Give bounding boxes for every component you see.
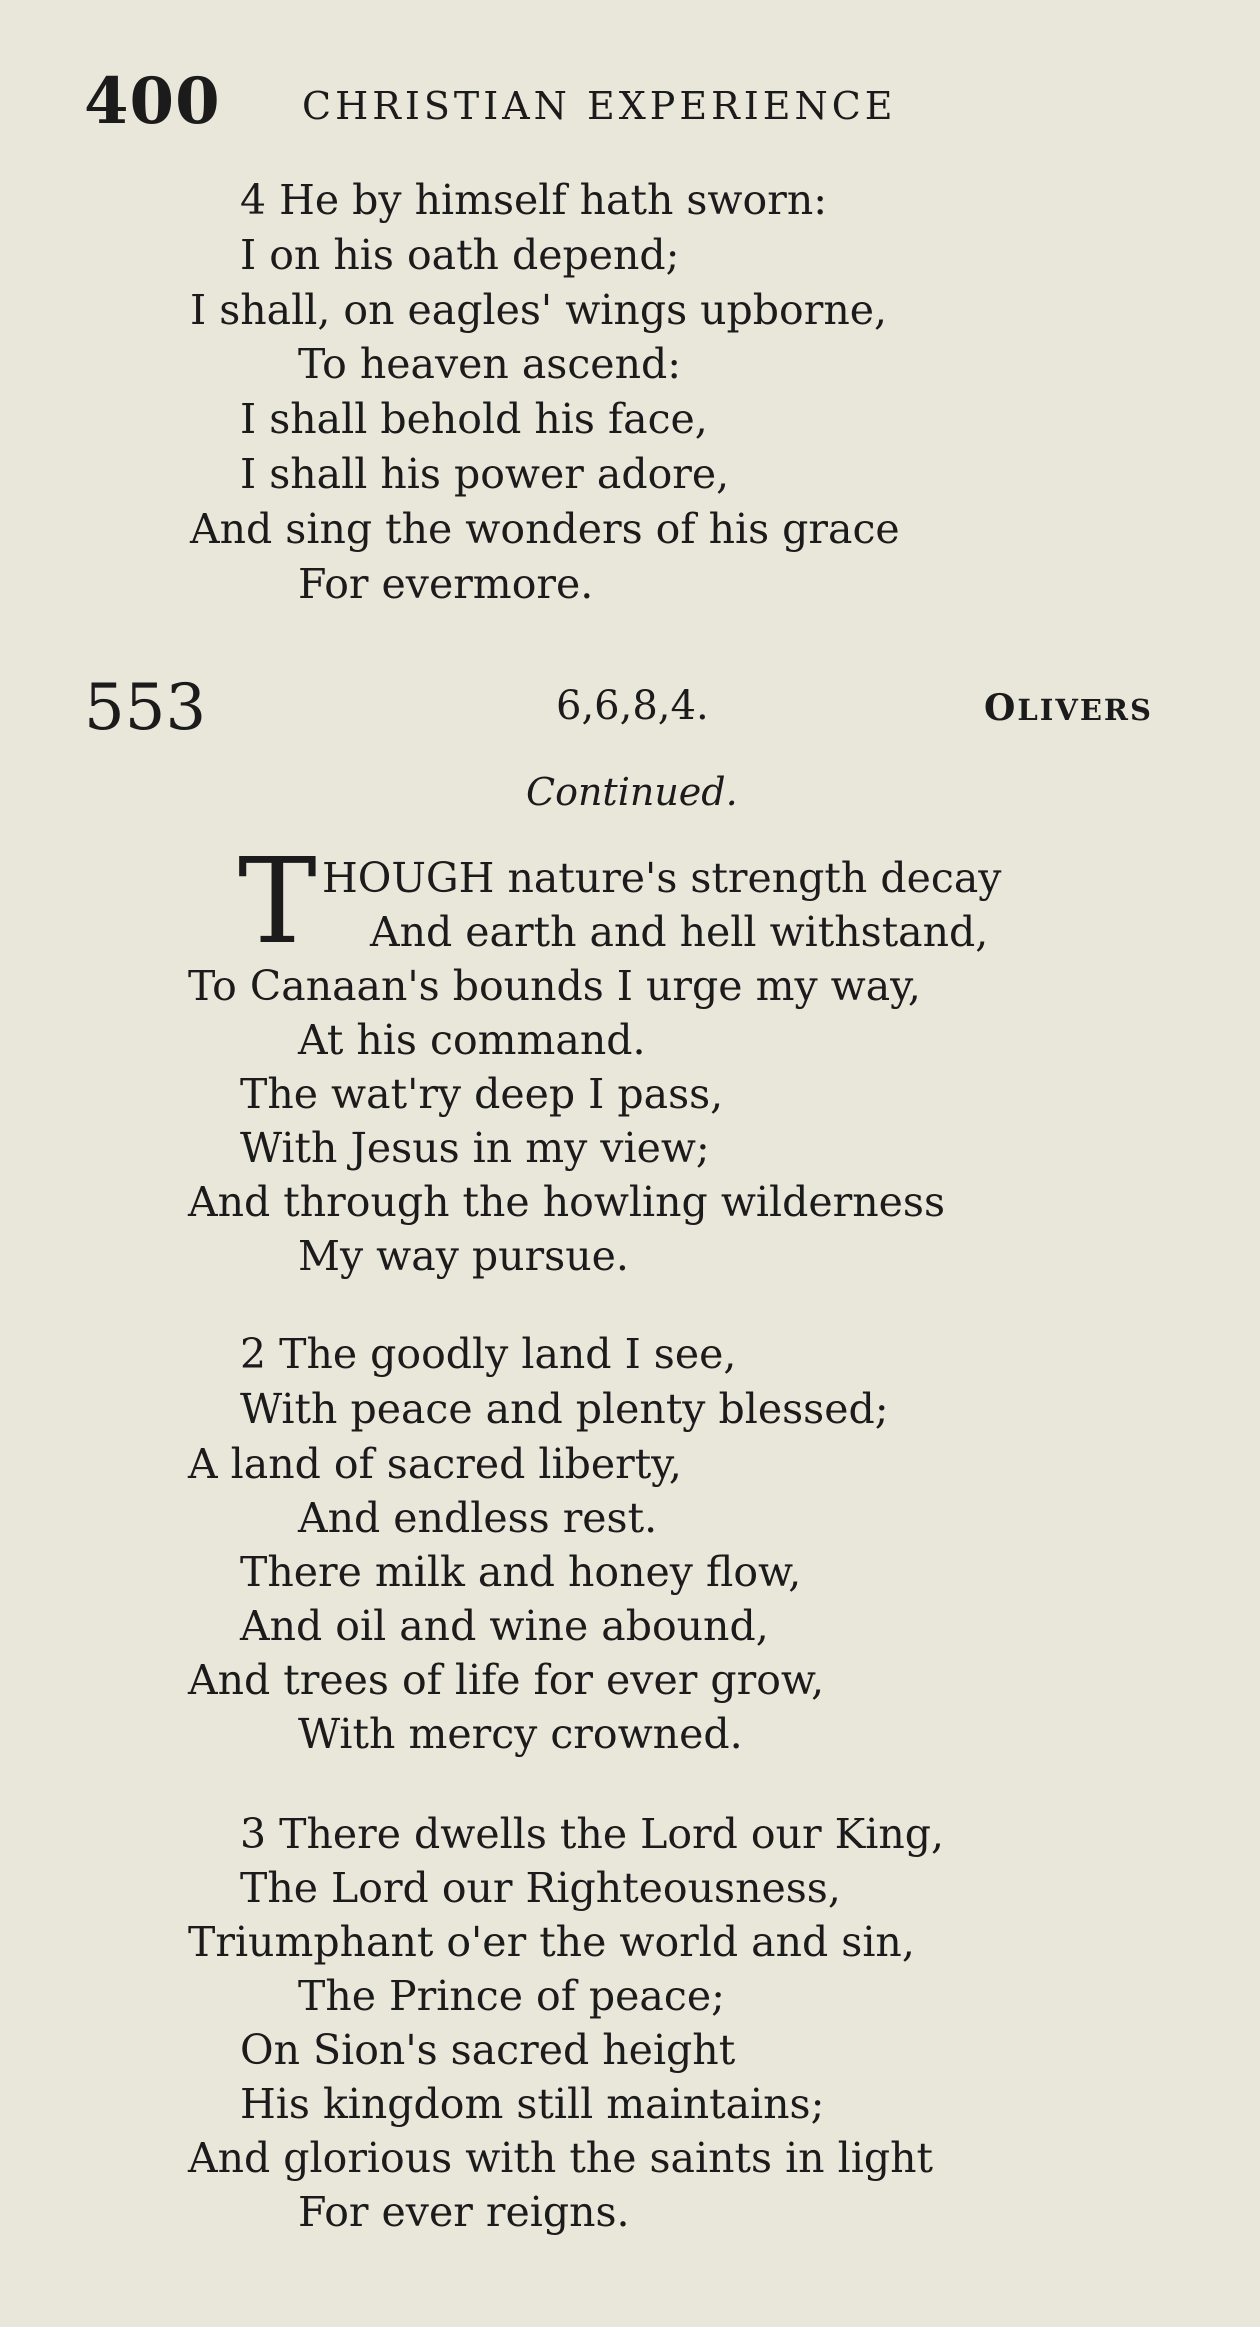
- verse-line: And sing the wonders of his grace: [190, 505, 900, 553]
- verse-line: With mercy crowned.: [298, 1710, 743, 1758]
- verse-line: And trees of life for ever grow,: [188, 1656, 825, 1704]
- verse-line: To heaven ascend:: [298, 340, 682, 388]
- verse-line: And earth and hell withstand,: [370, 908, 989, 956]
- verse-line: I on his oath depend;: [240, 231, 680, 279]
- author-rest: LIVERS: [1017, 693, 1153, 727]
- verse-line: 2 The goodly land I see,: [240, 1330, 737, 1378]
- verse-line: And through the howling wilderness: [188, 1178, 945, 1226]
- verse-line: At his command.: [298, 1016, 646, 1064]
- hymn-number: 553: [84, 671, 207, 745]
- verse-line: The wat'ry deep I pass,: [240, 1070, 724, 1118]
- page-number: 400: [84, 64, 221, 139]
- running-head: CHRISTIAN EXPERIENCE: [302, 84, 897, 128]
- verse-line: And glorious with the saints in light: [188, 2134, 933, 2182]
- verse-line: For evermore.: [298, 560, 594, 608]
- hymn-meter: 6,6,8,4.: [556, 683, 709, 729]
- verse-line: On Sion's sacred height: [240, 2026, 736, 2074]
- verse-line: With Jesus in my view;: [240, 1124, 710, 1172]
- hymn-subtitle: Continued.: [526, 770, 738, 814]
- verse-line: Triumphant o'er the world and sin,: [188, 1918, 915, 1966]
- verse-line: 4 He by himself hath sworn:: [240, 176, 828, 224]
- verse-line: There milk and honey flow,: [240, 1548, 802, 1596]
- verse-line: His kingdom still maintains;: [240, 2080, 825, 2128]
- hymn-author: [984, 678, 1153, 740]
- verse-line: A land of sacred liberty,: [188, 1440, 682, 1488]
- verse-line: The Lord our Righteousness,: [240, 1864, 841, 1912]
- verse-line: HOUGH nature's strength decay: [322, 854, 1002, 902]
- verse-line: I shall his power adore,: [240, 450, 730, 498]
- verse-line: With peace and plenty blessed;: [240, 1385, 889, 1433]
- verse-line: I shall, on eagles' wings upborne,: [190, 286, 888, 334]
- verse-line: For ever reigns.: [298, 2188, 630, 2236]
- verse-line: My way pursue.: [298, 1232, 629, 1280]
- verse-line: 3 There dwells the Lord our King,: [240, 1810, 945, 1858]
- verse-line: I shall behold his face,: [240, 395, 708, 443]
- verse-line: To Canaan's bounds I urge my way,: [188, 962, 921, 1010]
- drop-cap: T: [238, 832, 317, 970]
- verse-line: And endless rest.: [298, 1494, 658, 1542]
- page-header: [84, 62, 1204, 142]
- verse-line: The Prince of peace;: [298, 1972, 725, 2020]
- author-initial: O: [984, 687, 1018, 729]
- verse-line: And oil and wine abound,: [240, 1602, 769, 1650]
